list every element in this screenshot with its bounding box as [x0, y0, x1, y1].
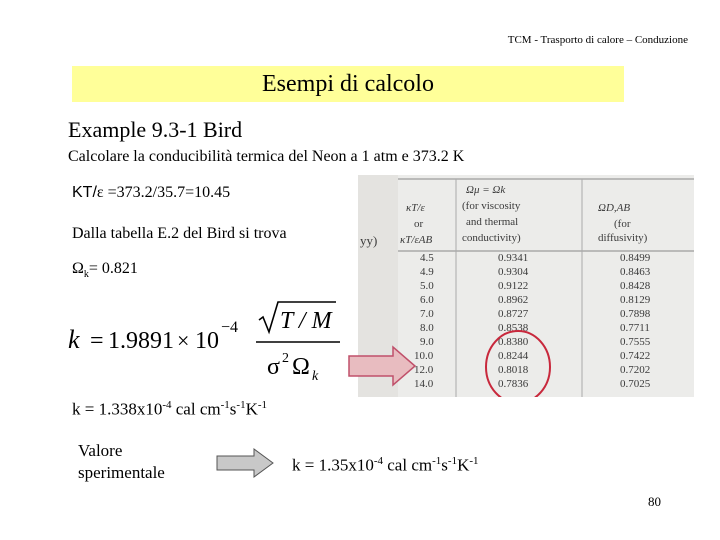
scan-cell: 0.8018	[498, 364, 529, 376]
result-unit-cm: cal cm	[171, 399, 221, 419]
computed-result	[72, 399, 267, 420]
formula-omega: Ω	[292, 354, 310, 380]
experimental-value-label	[78, 440, 198, 484]
scan-cell: 0.7711	[620, 322, 650, 334]
scan-cell: 6.0	[420, 294, 434, 306]
page-number: 80	[648, 494, 661, 509]
experimental-result	[292, 455, 479, 476]
problem-statement: Calcolare la conducibilità termica del Neon a 1 atm e 373.2 K	[68, 148, 465, 165]
valore-line2: sperimentale	[78, 463, 165, 482]
formula-times: ×	[177, 328, 190, 353]
scan-head-col2-a: (for viscosity	[462, 200, 521, 212]
result-unit-s: s	[229, 399, 237, 419]
scan-cell: 0.7422	[620, 350, 651, 362]
formula-omega-sub: k	[312, 369, 319, 384]
result2-exp2: -1	[432, 455, 442, 467]
slide-title: Esempi di calcolo	[262, 70, 434, 97]
scan-cell: 0.9304	[498, 266, 529, 278]
scan-cell: 0.8244	[498, 350, 529, 362]
omega-symbol: Ω	[72, 260, 84, 277]
scan-cell: 0.7025	[620, 378, 651, 390]
scan-cell: 0.7836	[498, 378, 529, 390]
result2-exp3: -1	[447, 455, 458, 467]
scan-head-col1-a: κT/ε	[406, 202, 425, 214]
result-exp3: -1	[236, 399, 246, 411]
scan-head-col1-b: or	[414, 218, 424, 230]
epsilon-symbol: ε	[96, 184, 104, 201]
gray-arrow-right-icon	[216, 448, 274, 478]
scan-cell: 0.8962	[498, 294, 529, 306]
formula-sigma-exp: 2	[282, 351, 289, 366]
result2-prefix: k = 1.35x10	[292, 455, 374, 475]
scan-cell: 8.0	[420, 322, 434, 334]
formula-equals: =	[90, 328, 104, 354]
result2-unit-s: s	[441, 455, 448, 475]
omega-value: = 0.821	[88, 260, 138, 277]
formula-base: 10	[195, 328, 219, 354]
scan-head-col3-a: (for	[614, 218, 631, 230]
formula-exponent: −4	[221, 319, 239, 336]
header-text: TCM - Trasporto di calore – Conduzione	[507, 34, 688, 46]
scan-head-left: yy)	[360, 233, 378, 248]
scan-cell: 0.8428	[620, 280, 651, 292]
scan-cell: 0.8499	[620, 252, 651, 264]
scan-head-col2-b: and thermal	[466, 216, 519, 228]
scan-cell: 9.0	[420, 336, 434, 348]
scan-cell: 0.8129	[620, 294, 651, 306]
scan-head-col1-c: κT/εAB	[400, 234, 433, 246]
scan-cell: 7.0	[420, 308, 434, 320]
result-prefix: k = 1.338x10	[72, 399, 163, 419]
result-exp2: -1	[220, 399, 230, 411]
scan-cell: 0.9122	[498, 280, 529, 292]
result2-exp1: -4	[373, 455, 384, 467]
scan-cell: 0.8727	[498, 308, 529, 320]
pink-arrow-right-icon	[347, 345, 417, 387]
result-exp1: -4	[162, 399, 172, 411]
formula-sigma: σ	[267, 354, 280, 380]
scan-cell: 5.0	[420, 280, 434, 292]
scan-head-col3-b: diffusivity)	[598, 232, 648, 244]
kt-epsilon-line	[72, 184, 230, 202]
scan-cell: 12.0	[414, 364, 434, 376]
valore-line1: Valore	[78, 441, 123, 460]
scan-cell: 0.9341	[498, 252, 529, 264]
kt-value: =373.2/35.7=10.45	[103, 184, 231, 201]
scan-head-col3-top: ΩD,AB	[598, 202, 631, 214]
scan-head-col2-c: conductivity)	[462, 232, 521, 244]
formula-numerator: T / M	[280, 308, 332, 334]
table-reference: Dalla tabella E.2 del Bird si trova	[72, 225, 287, 242]
result2-unit-cm: cal cm	[383, 455, 433, 475]
result2-unit-k: K	[457, 455, 470, 475]
conductivity-formula	[64, 298, 354, 384]
scan-cell: 0.8463	[620, 266, 651, 278]
formula-k: k	[68, 325, 80, 354]
result-exp4: -1	[257, 399, 268, 411]
formula-coefficient: 1.9891	[108, 328, 174, 354]
scan-cell: 14.0	[414, 378, 434, 390]
scan-cell: 10.0	[414, 350, 434, 362]
scan-cell: 4.9	[420, 266, 434, 278]
scan-cell: 0.8538	[498, 322, 529, 334]
scan-cell: 0.7202	[620, 364, 651, 376]
omega-subscript: k	[83, 269, 89, 281]
example-title: Example 9.3-1 Bird	[68, 117, 243, 142]
title-bar	[72, 66, 624, 102]
scan-cell: 0.8380	[498, 336, 529, 348]
kt-label: KT/	[72, 184, 97, 201]
scan-cell: 4.5	[420, 252, 434, 264]
scan-head-col2-top: Ωμ = Ωk	[466, 184, 506, 196]
result-unit-k: K	[245, 399, 258, 419]
result2-exp4: -1	[469, 455, 479, 467]
omega-line	[72, 260, 138, 280]
scan-cell: 0.7555	[620, 336, 651, 348]
scan-cell: 0.7898	[620, 308, 651, 320]
